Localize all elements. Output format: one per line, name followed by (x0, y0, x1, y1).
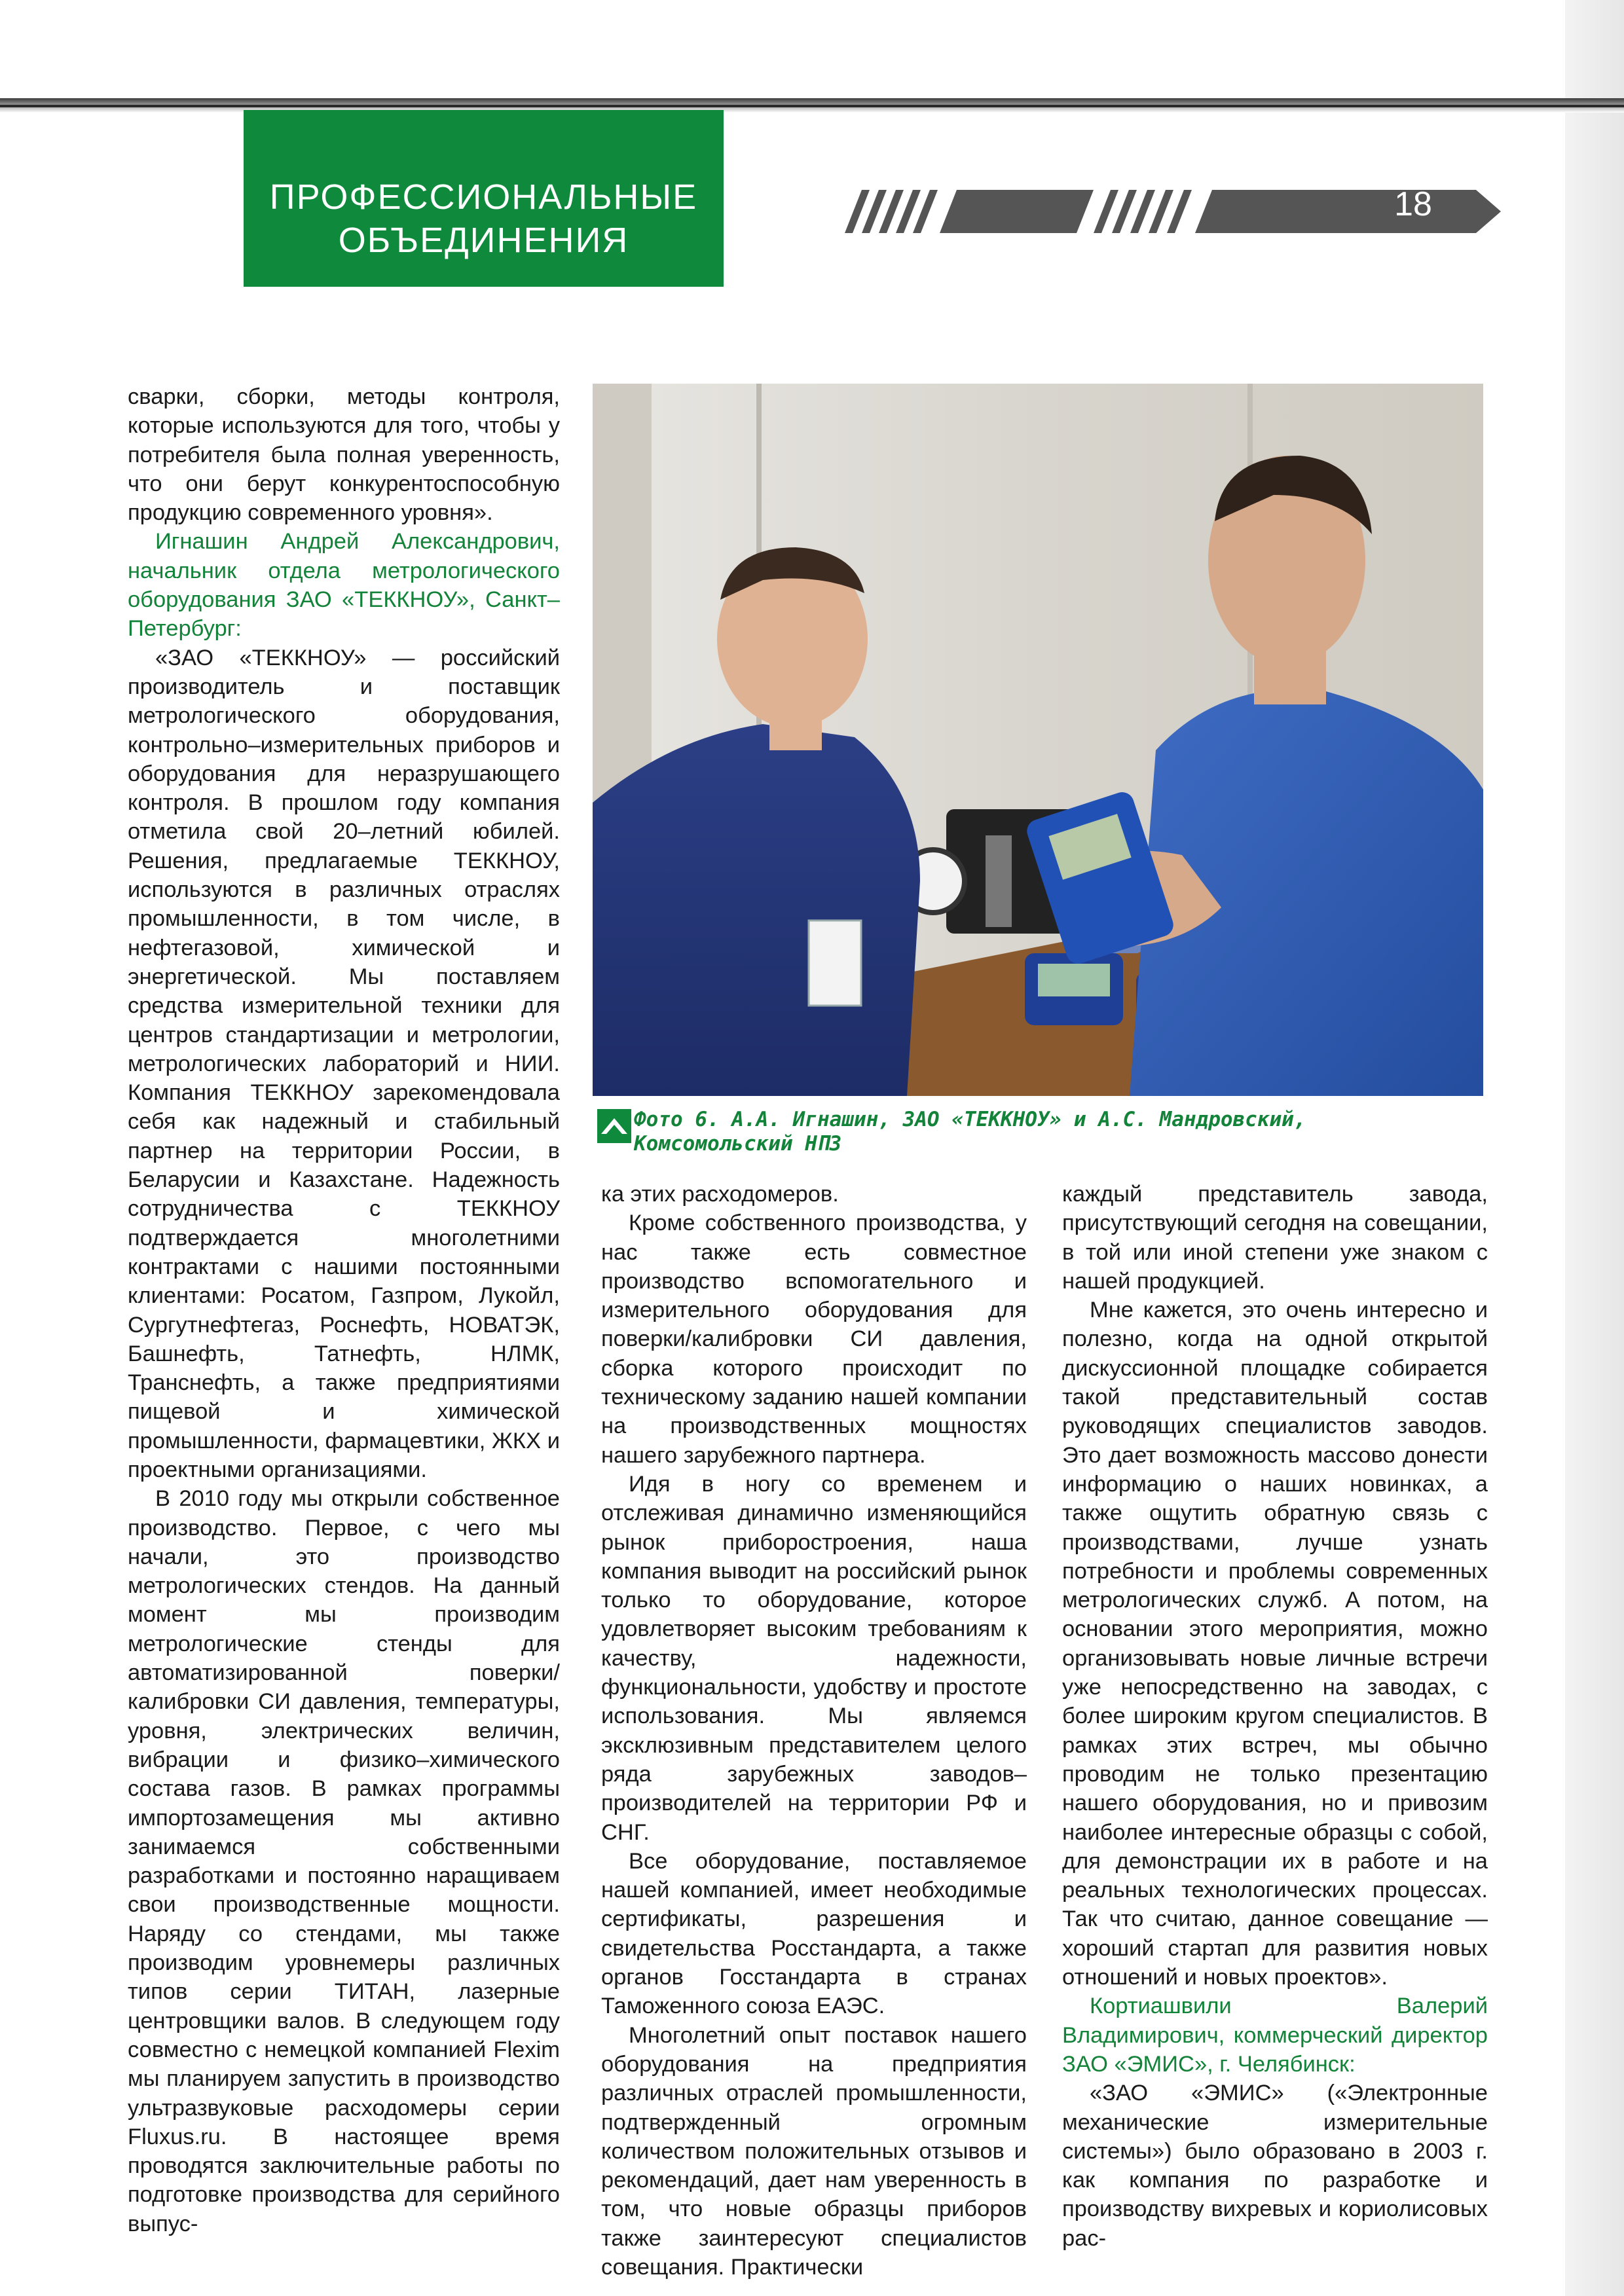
article-paragraph: Идя в ногу со временем и отслеживая динамично изменяющийся рынок приборостроения, наша компания выводит на российский рынок только то оборудование, которое удовлетворяет высоким требованиям к качеству, надежности, функциональности, удобству и простоте использования. Мы являемся эксклюзивным представителем целого ряда зарубежных заводов–производителей на территории РФ и СНГ. (601, 1471, 1027, 1845)
page-number: 18 (1394, 185, 1432, 223)
article-paragraph: В 2010 году мы открыли собственное производство. Первое, с чего мы начали, это производство метрологических стендов. На данный момент мы производим метрологические стенды для автоматизированной поверки/калибровки СИ давления, температуры, уровня, электрических величин, вибрации и физико–химического состава газов. В рамках программы импортозамещения мы активно занимаемся собственными разработками и постоянно наращиваем свои производственные мощности. Наряду со стендами, мы также производим уровнемеры различных типов серии ТИТАН, лазерные центровщики валов. В следующем году совместно с немецкой компанией Flexim мы планируем запустить в производство ультразвуковые расходомеры серии Fluxus.ru. В настоящее время проводятся заключительные работы по подготовке производства для серийного выпус- (128, 1486, 560, 2236)
article-paragraph: ка этих расходомеров. (601, 1182, 839, 1207)
article-paragraph: Все оборудование, поставляемое нашей компанией, имеет необходимые сертификаты, разрешения и свидетельства Росстандарта, а также органов Госстандарта в странах Таможенного союза ЕАЭС. (601, 1848, 1027, 2019)
speaker-attribution: Кортиашвили Валерий Владимирович, коммерческий директор ЗАО «ЭМИС», г. Челябинск: (1062, 1994, 1488, 2077)
event-photo (593, 384, 1483, 1096)
section-title (244, 175, 724, 262)
article-column-3 (1062, 1180, 1488, 2253)
photo-caption-line2: Комсомольский НПЗ (634, 1132, 842, 1156)
section-title-line1: ПРОФЕССИОНАЛЬНЫЕ (269, 177, 698, 217)
article-paragraph: сварки, сборки, методы контроля, которые используются для того, чтобы у потребителя была полная уверенность, что они берут конкурентоспособную продукцию современного уровня». (128, 384, 560, 526)
article-paragraph: каждый представитель завода, присутствующий сегодня на совещании, в той или иной степени уже знаком с нашей продукцией. (1062, 1182, 1488, 1294)
section-header-block (244, 110, 724, 287)
section-title-line2: ОБЪЕДИНЕНИЯ (338, 221, 629, 260)
article-paragraph: Кроме собственного производства, у нас также есть совместное производство вспомогательного и измерительного оборудования для поверки/калибровки СИ давления, сборка которого происходит по техническому заданию нашей компании на производственных мощностях нашего зарубежного партнера. (601, 1211, 1027, 1468)
article-paragraph: Мне кажется, это очень интересно и полезно, когда на одной открытой дискуссионной площадке собирается такой представительный состав руководящих специалистов заводов. Это дает возможность массово донести информацию о наших новинках, а также ощутить обратную связь с производствами, лучше узнать потребности и проблемы современных метрологических служб. А потом, на основании этого мероприятия, можно организовывать новые личные встречи уже непосредственно на заводах, с более широким кругом специалистов. В рамках этих встреч, мы обычно проводим не только презентацию нашего оборудования, но и привозим наиболее интересные образцы с собой, для демонстрации их в работе и на реальных технологических процессах. Так что считаю, данное совещание — хороший стартап для развития новых отношений и новых проектов». (1062, 1298, 1488, 1990)
article-paragraph: «ЗАО «ТЕККНОУ» — российский производитель и поставщик метрологического оборудования, контрольно–измерительных приборов и оборудования для неразрушающего контроля. В прошлом году компания отметила свой 20–летний юбилей. Решения, предлагаемые ТЕККНОУ, используются в различных отраслях промышленности, в том числе, в нефтегазовой, химической и энергетической. Мы поставляем средства измерительной техники для центров стандартизации и метрологии, метрологических лабораторий и НИИ. Компания ТЕККНОУ зарекомендовала себя как надежный и стабильный партнер на территории России, в Беларусии и Казахстане. Надежность сотрудничества с ТЕККНОУ подтверждается многолетними контрактами с нашими постоянными клиентами: Росатом, Газпром, Лукойл, Сургутнефтегаз, Роснефть, НОВАТЭК, Башнефть, Татнефть, НЛМК, Транснефть, а также предприятиями пищевой и химической промышленности, фармацевтики, ЖКХ и проектными организациями. (128, 645, 560, 1482)
header-rule (0, 105, 1624, 107)
article-paragraph: «ЗАО «ЭМИС» («Электронные механические измерительные системы») было образовано в 2003 г. как компания по разработке и производству вихревых и кориолисовых рас- (1062, 2081, 1488, 2251)
page-edge-shadow (1565, 0, 1624, 2296)
article-column-1 (128, 382, 560, 2238)
photo-caption-line1: Фото 6. А.А. Игнашин, ЗАО «ТЕККНОУ» и А.С. Мандровский, (634, 1108, 1306, 1131)
photo-illustration (593, 384, 1483, 1096)
article-column-2 (601, 1180, 1027, 2282)
article-paragraph: Многолетний опыт поставок нашего оборудования на предприятия различных отраслей промышленности, подтвержденный огромным количеством положительных отзывов и рекомендаций, дает нам уверенность в том, что новые образцы приборов также заинтересуют специалистов совещания. Практически (601, 2022, 1027, 2280)
speaker-attribution: Игнашин Андрей Александрович, начальник отдела метрологического оборудования ЗАО «ТЕККНОУ», Санкт–Петербург: (128, 529, 560, 642)
photo-caption (634, 1108, 1485, 1156)
caption-marker-icon (597, 1109, 631, 1143)
